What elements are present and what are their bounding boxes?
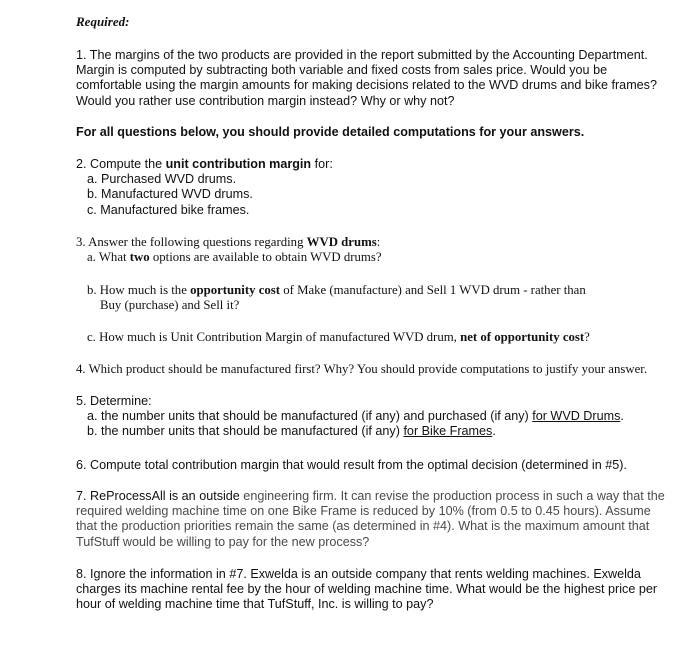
question-2a: a. Purchased WVD drums. [87, 172, 237, 187]
question-4: 4. Which product should be manufactured first? Why? You should provide computations to justify your answer. [76, 362, 648, 376]
wvd-drums-link: for WVD Drums [532, 409, 621, 424]
question-5a: a. the number units that should be manufactured (if any) and purchased (if any) for WVD Drums. [87, 409, 624, 424]
question-5: 5. Determine: a. the number units that should be manufactured (if any) and purchased (if any) for WVD Drums. b. the number units that should be manufactured (if any) for Bike Frames. [76, 394, 666, 440]
question-7: 7. ReProcessAll is an outside engineering firm. It can revise the production process in such a way that the required welding machine time on one Bike Frame is reduced by 10% (from 0.5 to 0.45 hours). Assume that the production priorities remain the same (as determined in #4). What is the maximum amount that TufStuff would be willing to pay for the new process? [76, 489, 665, 549]
question-3b: b. How much is the opportunity cost of Make (manufacture) and Sell 1 WVD drum - rather than Buy (purchase) and Sell it? [87, 283, 586, 312]
question-8: 8. Ignore the information in #7. Exwelda is an outside company that rents welding machines. Exwelda charges its machine rental fee by the hour of welding machine time. What would be the highest price per hour of welding machine time that TufStuff, Inc. is willing to pay? [76, 567, 658, 612]
question-1: 1. The margins of the two products are provided in the report submitted by the Accounting Department. Margin is computed by subtracting both variable and fixed costs from sales price. Would you be comfortable using the margin amounts for making decisions related to the WVD drums and bike frames? Would you rather use contribution margin instead? Why or why not? [76, 48, 657, 108]
question-2c: c. Manufactured bike frames. [87, 202, 250, 217]
question-6: 6. Compute total contribution margin that would result from the optimal decision (determined in #5). [76, 458, 627, 472]
question-2: 2. Compute the unit contribution margin for: a. Purchased WVD drums. b. Manufactured WVD drums. c. Manufactured bike frames. [76, 157, 666, 218]
bike-frames-link: for Bike Frames [403, 424, 493, 439]
required-heading: Required: [76, 14, 130, 29]
instruction: For all questions below, you should provide detailed computations for your answers. [76, 125, 585, 139]
question-3: 3. Answer the following questions regarding WVD drums: a. What two options are available to obtain WVD drums? [76, 235, 666, 265]
question-5b: b. the number units that should be manufactured (if any) for Bike Frames. [87, 424, 496, 439]
question-2b: b. Manufactured WVD drums. [87, 187, 253, 202]
question-3c: c. How much is Unit Contribution Margin of manufactured WVD drum, net of opportunity cost? [87, 330, 590, 344]
question-3a: a. What two options are available to obtain WVD drums? [87, 250, 382, 264]
